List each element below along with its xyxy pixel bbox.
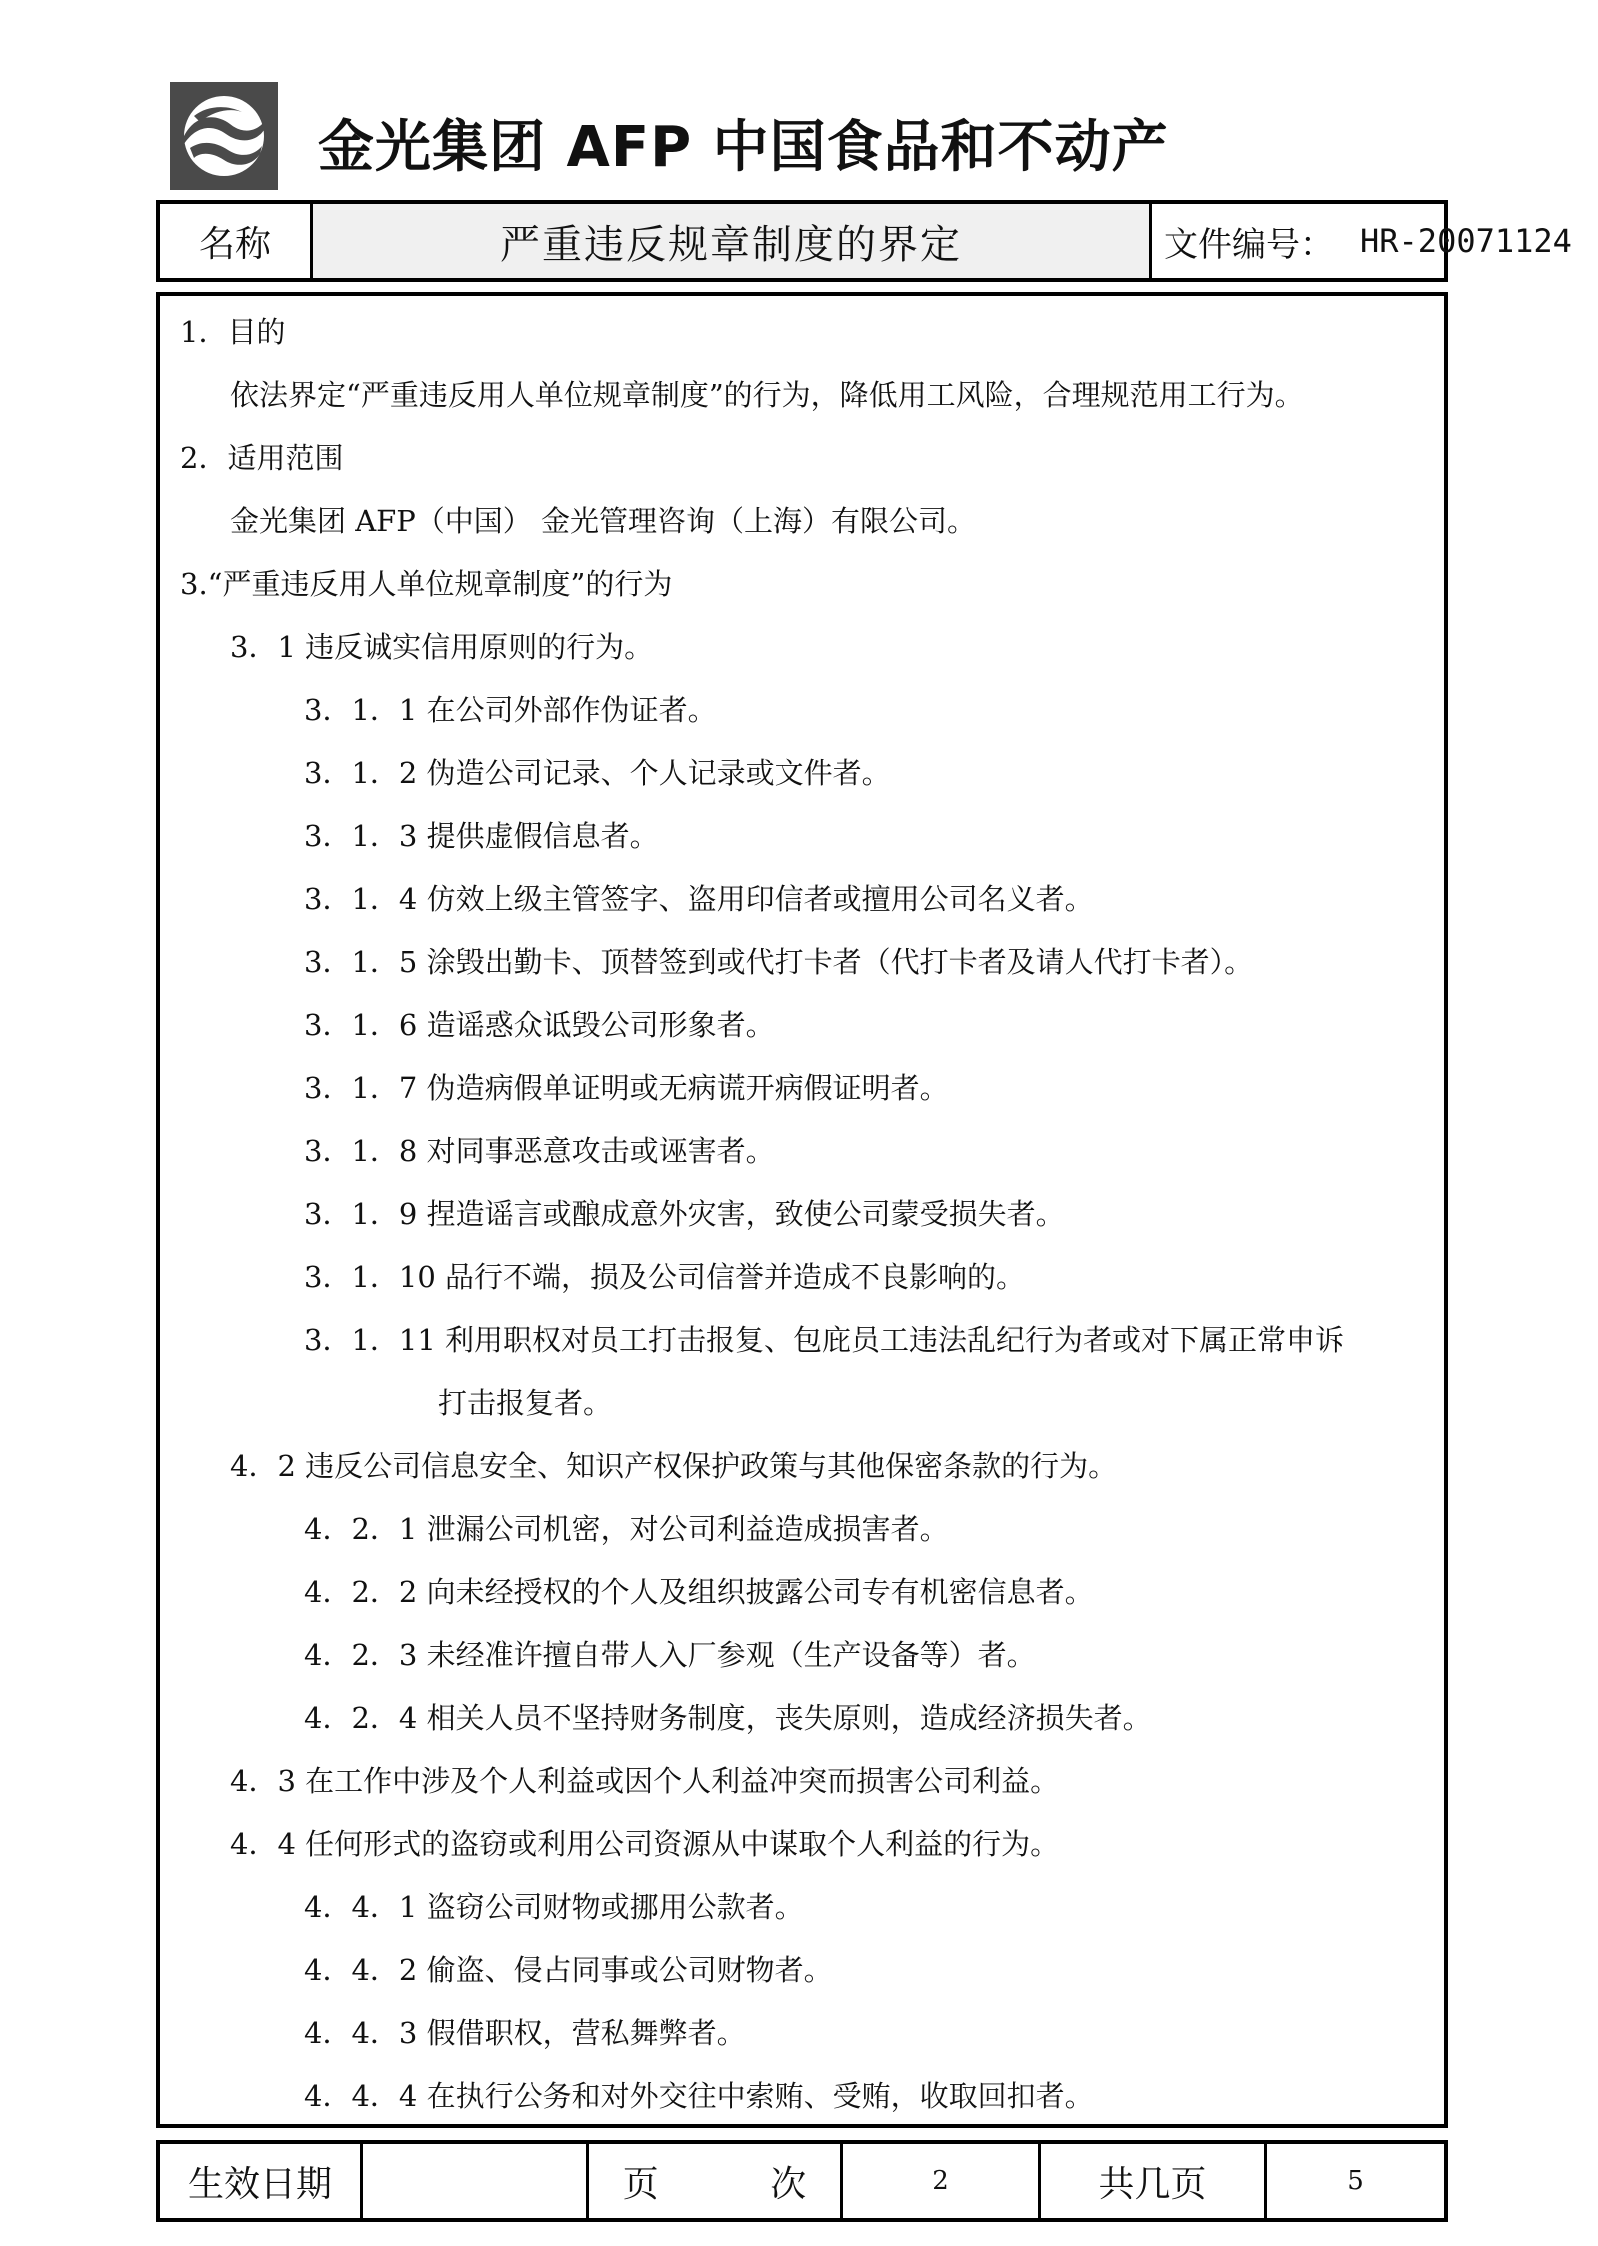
clause-item: 3．1．8 对同事恶意攻击或诬害者。	[304, 1134, 775, 1168]
footer-table	[156, 2140, 1448, 2222]
clause-item: 4．4．1 盗窃公司财物或挪用公款者。	[304, 1890, 804, 1924]
document-name: 严重违反规章制度的界定	[310, 204, 1152, 278]
total-pages-value: 5	[1264, 2144, 1444, 2218]
clause-item: 4．2．2 向未经授权的个人及组织披露公司专有机密信息者。	[304, 1575, 1094, 1609]
subsection-item: 4．3 在工作中涉及个人利益或因个人利益冲突而损害公司利益。	[230, 1764, 1060, 1798]
clause-item: 4．2．4 相关人员不坚持财务制度，丧失原则，造成经济损失者。	[304, 1701, 1152, 1735]
subsection-item: 4．4 任何形式的盗窃或利用公司资源从中谋取个人利益的行为。	[230, 1827, 1060, 1861]
document-number: HR-20071124	[1360, 222, 1572, 260]
company-logo	[170, 82, 278, 190]
clause-item: 4．4．3 假借职权，营私舞弊者。	[304, 2016, 746, 2050]
effective-date-value	[360, 2144, 586, 2218]
section-heading: 1．目的	[180, 315, 286, 349]
clause-item: 3．1．2 伪造公司记录、个人记录或文件者。	[304, 756, 891, 790]
effective-date-label: 生效日期	[187, 2163, 332, 2205]
clause-item: 3．1．1 在公司外部作伪证者。	[304, 693, 717, 727]
section-heading: 2．适用范围	[180, 441, 344, 475]
document-title-table	[156, 200, 1572, 282]
subsection-item: 3．1 违反诚实信用原则的行为。	[230, 630, 654, 664]
page-label: 页 次	[586, 2144, 840, 2218]
clause-item: 3．1．3 提供虚假信息者。	[304, 819, 659, 853]
document-number-label: 文件编号：	[1164, 224, 1334, 265]
clause-item: 3．1．7 伪造病假单证明或无病谎开病假证明者。	[304, 1071, 949, 1105]
section-heading: 3.“严重违反用人单位规章制度”的行为	[180, 567, 673, 601]
clause-item: 3．1．11 利用职权对员工打击报复、包庇员工违法乱纪行为者或对下属正常申诉	[304, 1323, 1345, 1357]
clause-item: 3．1．9 捏造谣言或酿成意外灾害，致使公司蒙受损失者。	[304, 1197, 1065, 1231]
body-paragraph: 金光集团 AFP（中国） 金光管理咨询（上海）有限公司。	[230, 504, 977, 538]
clause-item: 4．2．3 未经准许擅自带人入厂参观（生产设备等）者。	[304, 1638, 1036, 1672]
clause-item: 3．1．5 涂毁出勤卡、顶替签到或代打卡者（代打卡者及请人代打卡者）。	[304, 945, 1254, 979]
clause-item: 3．1．10 品行不端，损及公司信誉并造成不良影响的。	[304, 1260, 1026, 1294]
clause-item: 3．1．4 仿效上级主管签字、盗用印信者或擅用公司名义者。	[304, 882, 1094, 916]
company-title: 金光集团 AFP 中国食品和不动产	[318, 115, 1169, 180]
clause-item: 4．2．1 泄漏公司机密，对公司利益造成损害者。	[304, 1512, 949, 1546]
clause-item: 4．4．2 偷盗、侵占同事或公司财物者。	[304, 1953, 833, 1987]
content-box	[156, 292, 1448, 2128]
clause-item: 4．4．4 在执行公务和对外交往中索贿、受贿，收取回扣者。	[304, 2079, 1094, 2113]
name-label: 名称	[198, 223, 271, 265]
subsection-item: 4．2 违反公司信息安全、知识产权保护政策与其他保密条款的行为。	[230, 1449, 1118, 1483]
page-number: 2	[840, 2144, 1038, 2218]
total-pages-label: 共几页	[1038, 2144, 1264, 2218]
clause-item: 3．1．6 造谣惑众诋毁公司形象者。	[304, 1008, 775, 1042]
document-number-cell	[1146, 204, 1572, 278]
body-paragraph: 依法界定“严重违反用人单位规章制度”的行为，降低用工风险，合理规范用工行为。	[230, 378, 1304, 412]
clause-continuation: 打击报复者。	[438, 1386, 613, 1420]
